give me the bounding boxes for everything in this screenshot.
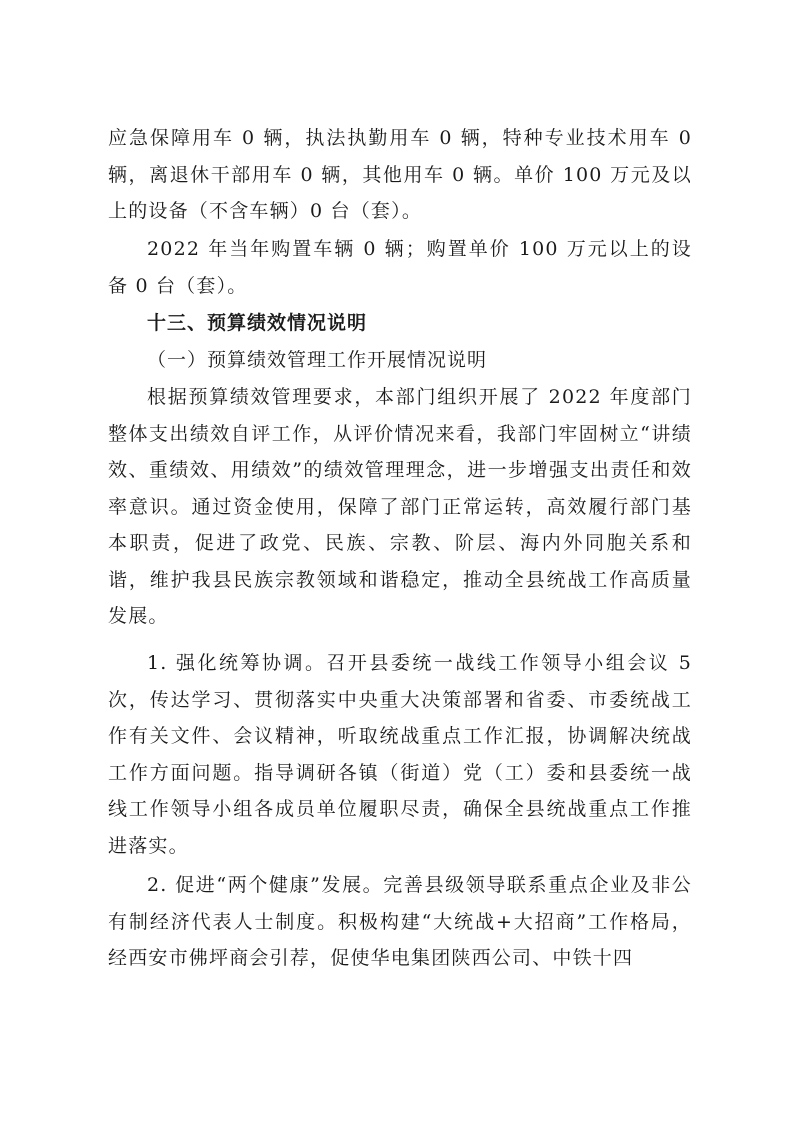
paragraph-coordination — [108, 645, 692, 864]
paragraph-text: 2022 年当年购置车辆 0 辆；购置单价 100 万元以上的设备 0 台（套）。 — [108, 238, 692, 297]
paragraph-text: 2. 促进“两个健康”发展。完善县级领导联系重点企业及非公有制经济代表人士制度。积极构建“大统战+大招商”工作格局，经西安市佛坪商会引荐，促使华电集团陕西公司、中铁十四 — [108, 874, 692, 969]
paragraph-text: 应急保障用车 0 辆，执法执勤用车 0 辆，特种专业技术用车 0 辆，离退休干部用车 0 辆，其他用车 0 辆。单价 100 万元及以上的设备（不含车辆）0 台（套）。 — [108, 127, 692, 222]
section-heading: 十三、预算绩效情况说明 — [147, 312, 368, 334]
paragraph-purchases — [108, 231, 692, 304]
subsection-heading-block — [108, 342, 692, 379]
section-heading-block — [108, 305, 692, 342]
paragraph-vehicles — [108, 120, 692, 230]
paragraph-performance-intro — [108, 379, 692, 635]
subsection-heading: （一）预算绩效管理工作开展情况说明 — [147, 349, 488, 371]
paragraph-two-healths — [108, 867, 692, 977]
paragraph-text: 1. 强化统筹协调。召开县委统一战线工作领导小组会议 5 次，传达学习、贯彻落实中央重大决策部署和省委、市委统战工作有关文件、会议精神，听取统战重点工作汇报，协调解决统战工作方面问题。指导调研各镇（街道）党（工）委和县委统一战线工作领导小组各成员单位履职尽责，确保全县统战重点工作推进落实。 — [108, 652, 692, 857]
paragraph-text: 根据预算绩效管理要求，本部门组织开展了 2022 年度部门整体支出绩效自评工作，从评价情况来看，我部门牢固树立“讲绩效、重绩效、用绩效”的绩效管理理念，进一步增强支出责任和效率意识。通过资金使用，保障了部门正常运转，高效履行部门基本职责，促进了政党、民族、宗教、阶层、海内外同胞关系和谐，维护我县民族宗教领域和谐稳定，推动全县统战工作高质量发展。 — [108, 386, 692, 627]
